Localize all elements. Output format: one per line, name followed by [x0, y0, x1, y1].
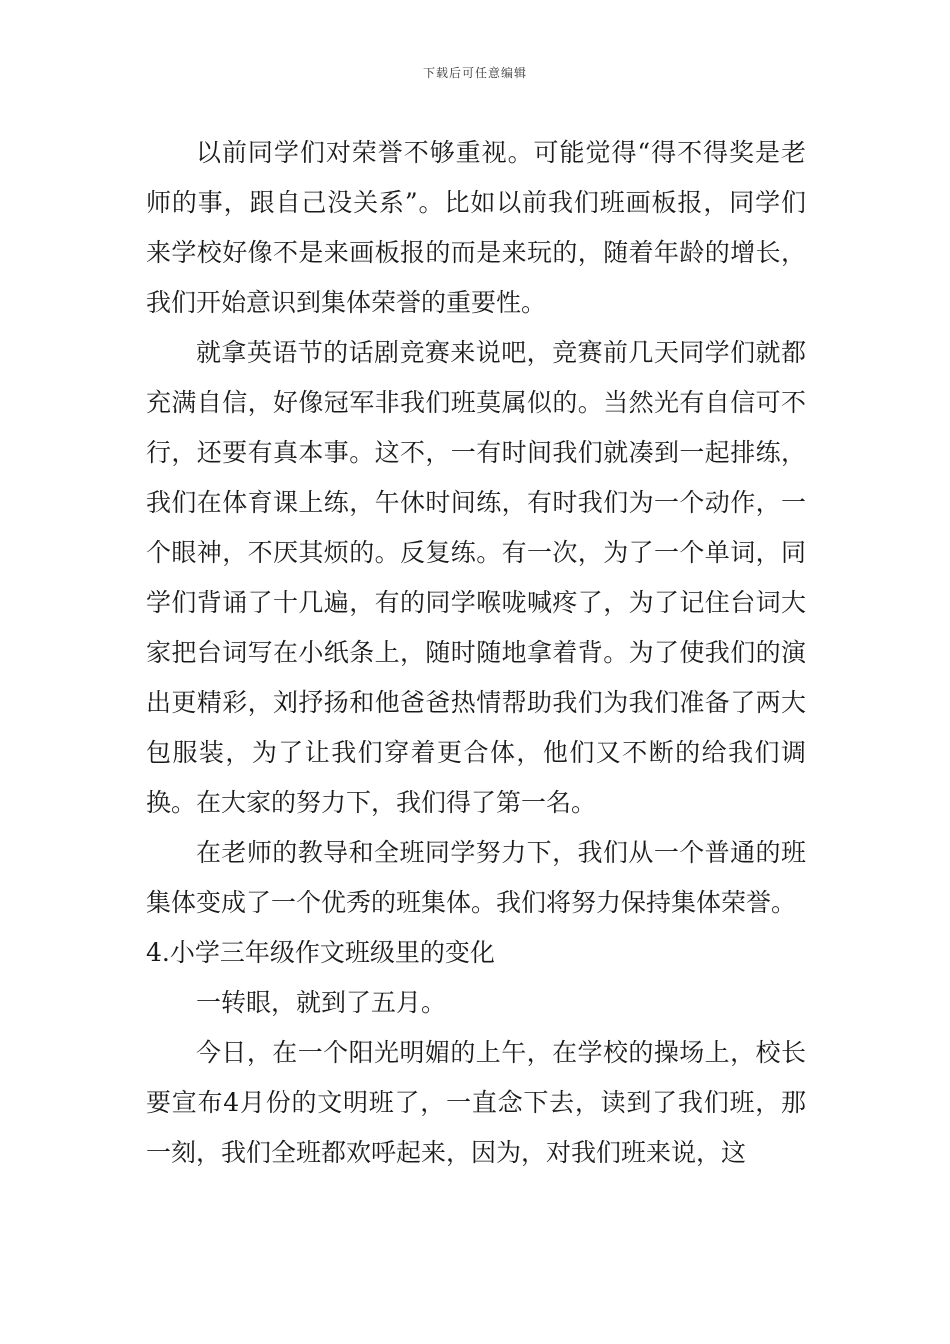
paragraph-civilized-class: 今日，在一个阳光明媚的上午，在学校的操场上，校长要宣布4月份的文明班了，一直念下去，读到了我们班，那一刻，我们全班都欢呼起来，因为，对我们班来说，这	[146, 1038, 806, 1167]
page-header: 下载后可任意编辑	[422, 66, 527, 80]
document-body	[146, 128, 806, 1178]
paragraph-drama-competition: 就拿英语节的话剧竞赛来说吧，竞赛前几天同学们就都充满自信，好像冠军非我们班莫属似的。当然光有自信可不行，还要有真本事。这不，一有时间我们就凑到一起排练，我们在体育课上练，午休时间练，有时我们为一个动作，一个眼神，不厌其烦的。反复练。有一次，为了一个单词，同学们背诵了十几遍，有的同学喉咙喊疼了，为了记住台词大家把台词写在小纸条上，随时随地拿着背。为了使我们的演出更精彩，刘抒扬和他爸爸热情帮助我们为我们准备了两大包服装，为了让我们穿着更合体，他们又不断的给我们调换。在大家的努力下，我们得了第一名。	[146, 338, 806, 817]
section-heading: 4.小学三年级作文班级里的变化	[146, 938, 495, 967]
paragraph-excellent-class: 在老师的教导和全班同学努力下，我们从一个普通的班集体变成了一个优秀的班集体。我们将努力保持集体荣誉。	[146, 838, 806, 917]
paragraph-honor-awareness: 以前同学们对荣誉不够重视。可能觉得“得不得奖是老师的事，跟自己没关系”。比如以前我们班画板报，同学们来学校好像不是来画板报的而是来玩的，随着年龄的增长，我们开始意识到集体荣誉的重要性。	[146, 138, 806, 317]
paragraph-may: 一转眼，就到了五月。	[196, 988, 447, 1017]
